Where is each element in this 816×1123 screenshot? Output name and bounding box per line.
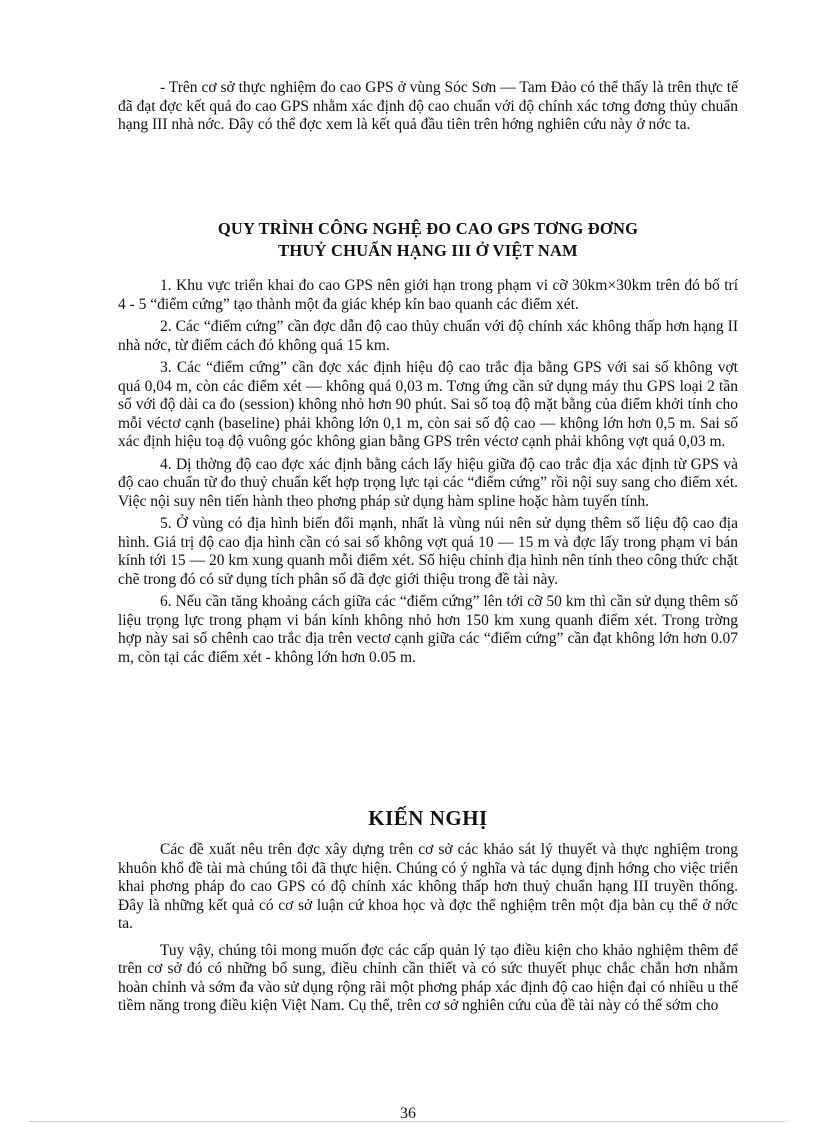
procedure-heading-line-2: THUỶ CHUẨN HẠNG III Ở VIỆT NAM <box>278 241 578 260</box>
conclusion-section <box>118 841 738 1016</box>
procedure-item-5: 5. Ở vùng có địa hình biến đổi mạnh, nhất là vùng núi nên sử dụng thêm số liệu độ cao địa hình. Giá trị độ cao địa hình cần có sai số không vợt quá 10 — 15 m và đợc lấy trong phạm vi bán kính tới 15 — 20 km xung quanh mỗi điểm xét. Số hiệu chỉnh địa hình nên tính theo công thức chặt chẽ trong đó có sử dụng tích phân số đã đợc giới thiệu trong đề tài này. <box>118 515 738 588</box>
procedure-item-3: 3. Các “điểm cứng” cần đợc xác định hiệu độ cao trắc địa bằng GPS với sai số không vợt quá 0,04 m, còn các điểm xét — không quá 0,03 m. Tơng ứng cần sử dụng máy thu GPS loại 2 tần số với độ dài ca đo (session) không nhỏ hơn 90 phút. Sai số toạ độ mặt bằng của điểm khởi tính cho mỗi véctơ cạnh (baseline) phải không lớn 0,1 m, còn sai số độ cao — không lớn hơn 0,5 m. Sai số xác định hiệu toạ độ vuông góc không gian bằng GPS trên véctơ cạnh phải không vợt quá 0,03 m. <box>118 359 738 450</box>
page-number: 36 <box>400 1105 416 1122</box>
procedure-heading <box>118 218 738 262</box>
conclusion-heading: KIẾN NGHỊ <box>368 806 488 830</box>
conclusion-paragraph-2: Tuy vậy, chúng tôi mong muốn đợc các cấp quản lý tạo điều kiện cho khảo nghiệm thêm để trên cơ sở đó có những bổ sung, điều chỉnh cần thiết và có sức thuyết phục chắc chắn hơn nhằm hoàn chỉnh và sớm đa vào sử dụng rộng rãi một phơng pháp xác định độ cao hiện đại có nhiều u thế tiềm năng trong điều kiện Việt Nam. Cụ thể, trên cơ sở nghiên cứu của đề tài này có thể sớm cho <box>118 941 738 1014</box>
procedure-item-2: 2. Các “điểm cứng” cần đợc dẫn độ cao thủy chuẩn với độ chính xác không thấp hơn hạng II nhà nớc, từ điểm cách đó không quá 15 km. <box>118 318 738 354</box>
conclusion-heading-block <box>118 805 738 831</box>
procedure-item-4: 4. Dị thờng độ cao đợc xác định bằng cách lấy hiệu giữa độ cao trắc địa xác định từ GPS và độ cao chuẩn từ đo thuỷ chuẩn kết hợp trọng lực tại các “điểm cứng” rồi nội suy sang cho điểm xét. Việc nội suy nên tiến hành theo phơng pháp sử dụng hàm spline hoặc hàm tuyến tính. <box>118 455 738 510</box>
procedure-list <box>118 277 738 667</box>
intro-section <box>118 79 738 135</box>
intro-paragraph: - Trên cơ sở thực nghiệm đo cao GPS ở vùng Sóc Sơn — Tam Đảo có thể thấy là trên thực tế đã đạt đợc kết quả đo cao GPS nhằm xác định độ cao chuẩn với độ chính xác tơng đơng thủy chuẩn hạng III nhà nớc. Đây có thể đợc xem là kết quả đầu tiên trên hớng nghiên cứu này ở nớc ta. <box>118 79 738 133</box>
procedure-item-6: 6. Nếu cần tăng khoảng cách giữa các “điểm cứng” lên tới cỡ 50 km thì cần sử dụng thêm số liệu trọng lực trong phạm vi bán kính không nhỏ hơn 150 km xung quanh điểm xét. Trong trờng hợp này sai số chênh cao trắc địa trên vectơ cạnh giữa các “điểm cứng” cần đạt không lớn hơn 0.07 m, còn tại các điểm xét - không lớn hơn 0.05 m. <box>118 593 738 666</box>
procedure-item-1: 1. Khu vực triển khai đo cao GPS nên giới hạn trong phạm vi cỡ 30km×30km trên đó bố trí 4 - 5 “điểm cứng” tạo thành một đa giác khép kín bao quanh các điểm xét. <box>118 277 738 313</box>
footer-divider <box>30 1121 786 1122</box>
procedure-heading-line-1: QUY TRÌNH CÔNG NGHỆ ĐO CAO GPS TƠNG ĐƠNG <box>217 219 639 238</box>
conclusion-paragraph-1: Các đề xuất nêu trên đợc xây dựng trên cơ sở các khảo sát lý thuyết và thực nghiệm trong khuôn khổ đề tài mà chúng tôi đã thực hiện. Chúng có ý nghĩa và tác dụng định hớng cho việc triển khai phơng pháp đo cao GPS có độ chính xác không thấp hơn thuỷ chuẩn hạng III truyền thống. Đây là những kết quả có cơ sở luận cứ khoa học và đợc thể nghiệm trên một địa bàn cụ thể ở nớc ta. <box>118 841 738 932</box>
